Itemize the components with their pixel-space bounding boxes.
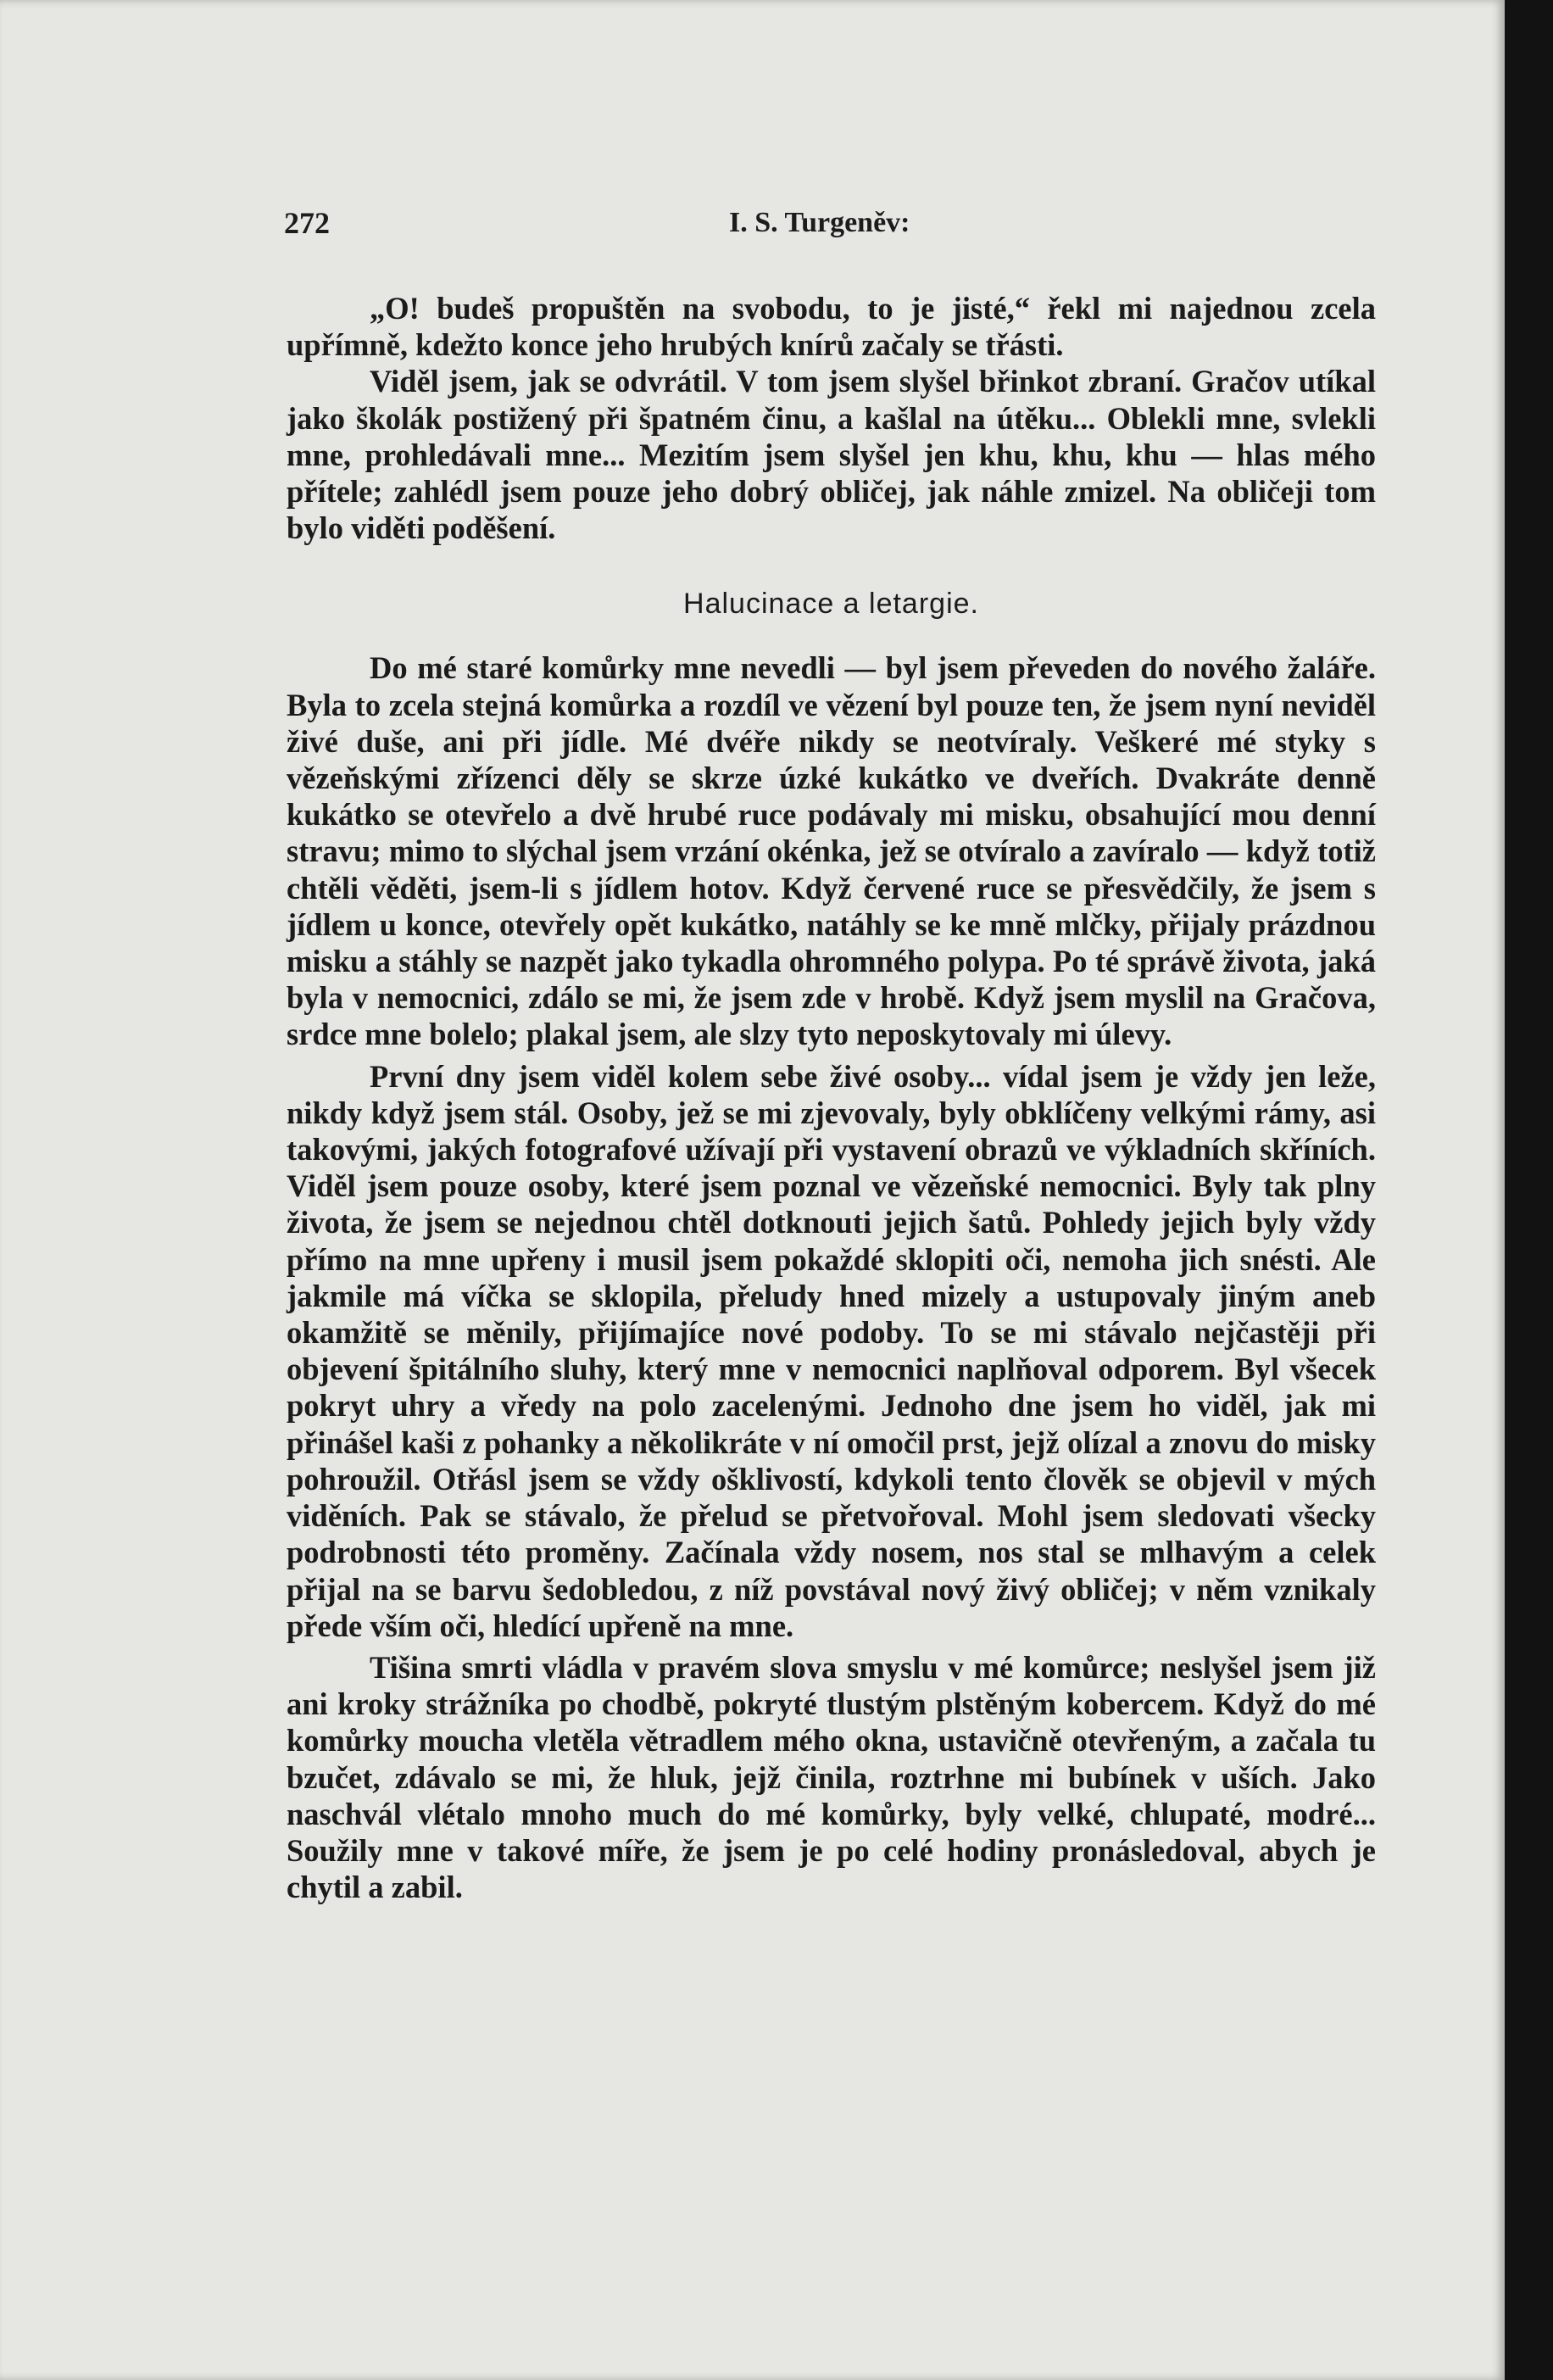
scan-edge bbox=[1505, 0, 1553, 2380]
running-head bbox=[284, 202, 1373, 244]
page-number: 272 bbox=[284, 206, 330, 240]
running-head-title: I. S. Turgeněv: bbox=[729, 207, 910, 238]
section-heading: Halucinace a letargie. bbox=[683, 588, 979, 621]
paragraph: Tišina smrti vládla v pravém slova smyslu v mé komůrce; neslyšel jsem již ani kroky strážníka po chodbě, pokryté tlustým plstěným kobercem. Když do mé komůrky moucha vletěla větradlem mého okna, ustavičně otevřeným, a začala tu bzučet, zdávalo se mi, že hluk, jejž činila, roztrhne mi bubínek v uších. Jako naschvál vlétalo mnoho much do mé komůrky, byly velké, chlupaté, modré... Soužily mne v takové míře, že jsem je po celé hodiny pronásledoval, abych je chytil a zabil. bbox=[287, 1649, 1376, 1905]
paragraph: „O! budeš propuštěn na svobodu, to je jisté,“ řekl mi najednou zcela upřímně, kdežto konce jeho hrubých knírů začaly se třásti. bbox=[287, 291, 1376, 363]
paragraph: Viděl jsem, jak se odvrátil. V tom jsem slyšel břinkot zbraní. Gračov utíkal jako školák postižený při špatném činu, a kašlal na útěku... Oblekli mne, svlekli mne, prohledávali mne... Mezitím jsem slyšel jen khu, khu, khu — hlas mého přítele; zahlédl jsem pouze jeho dobrý obličej, jak náhle zmizel. Na obličeji tom bylo viděti poděšení. bbox=[287, 364, 1376, 546]
body-text bbox=[287, 290, 1376, 1905]
paragraph: Do mé staré komůrky mne nevedli — byl jsem převeden do nového žaláře. Byla to zcela stejná komůrka a rozdíl ve vězení byl pouze ten, že jsem nyní neviděl živé duše, ani při jídle. Mé dvéře nikdy se neotvíraly. Veškeré mé styky s vězeňskými zřízenci děly se skrze úzké kukátko ve dveřích. Dvakráte denně kukátko se otevřelo a dvě hrubé ruce podávaly mi misku, obsahující mou denní stravu; mimo to slýchal jsem vrzání okénka, jež se otvíralo a zavíralo — když totiž chtěli věděti, jsem-li s jídlem hotov. Když červené ruce se přesvědčily, že jsem s jídlem u konce, otevřely opět kukátko, natáhly se ke mně mlčky, přijaly prázdnou misku a stáhly se nazpět jako tykadla ohromného polypa. Po té správě života, jaká byla v nemocnici, zdálo se mi, že jsem zde v hrobě. Když jsem myslil na Gračova, srdce mne bolelo; plakal jsem, ale slzy tyto neposkytovaly mi úlevy. bbox=[287, 650, 1376, 1052]
paragraph: První dny jsem viděl kolem sebe živé osoby... vídal jsem je vždy jen leže, nikdy když jsem stál. Osoby, jež se mi zjevovaly, byly obklíčeny velkými rámy, asi takovými, jakých fotografové užívají při vystavení obrazů ve výkladních skříních. Viděl jsem pouze osoby, které jsem poznal ve vězeňské nemocnici. Byly tak plny života, že jsem se nejednou chtěl dotknouti jejich šatů. Pohledy jejich byly vždy přímo na mne upřeny i musil jsem pokaždé sklopiti oči, nemoha jich snésti. Ale jakmile má víčka se sklopila, přeludy hned mizely a ustupovaly jiným aneb okamžitě se měnily, přijímajíce nové podoby. To se mi stávalo nejčastěji při objevení špitálního sluhy, který mne v nemocnici naplňoval odporem. Byl všecek pokryt uhry a vředy na polo zacelenými. Jednoho dne jsem ho viděl, jak mi přinášel kaši z pohanky a několikráte v ní omočil prst, jejž olízal a znovu do misky pohroužil. Otřásl jsem se vždy ošklivostí, kdykoli tento člověk se objevil v mých viděních. Pak se stávalo, že přelud se přetvořoval. Mohl jsem sledovati všecky podrobnosti této proměny. Začínala vždy nosem, nos stal se mlhavým a celek přijal na se barvu šedobledou, z níž povstával nový živý obličej; v něm vznikaly přede vším oči, hledící upřeně na mne. bbox=[287, 1058, 1376, 1643]
